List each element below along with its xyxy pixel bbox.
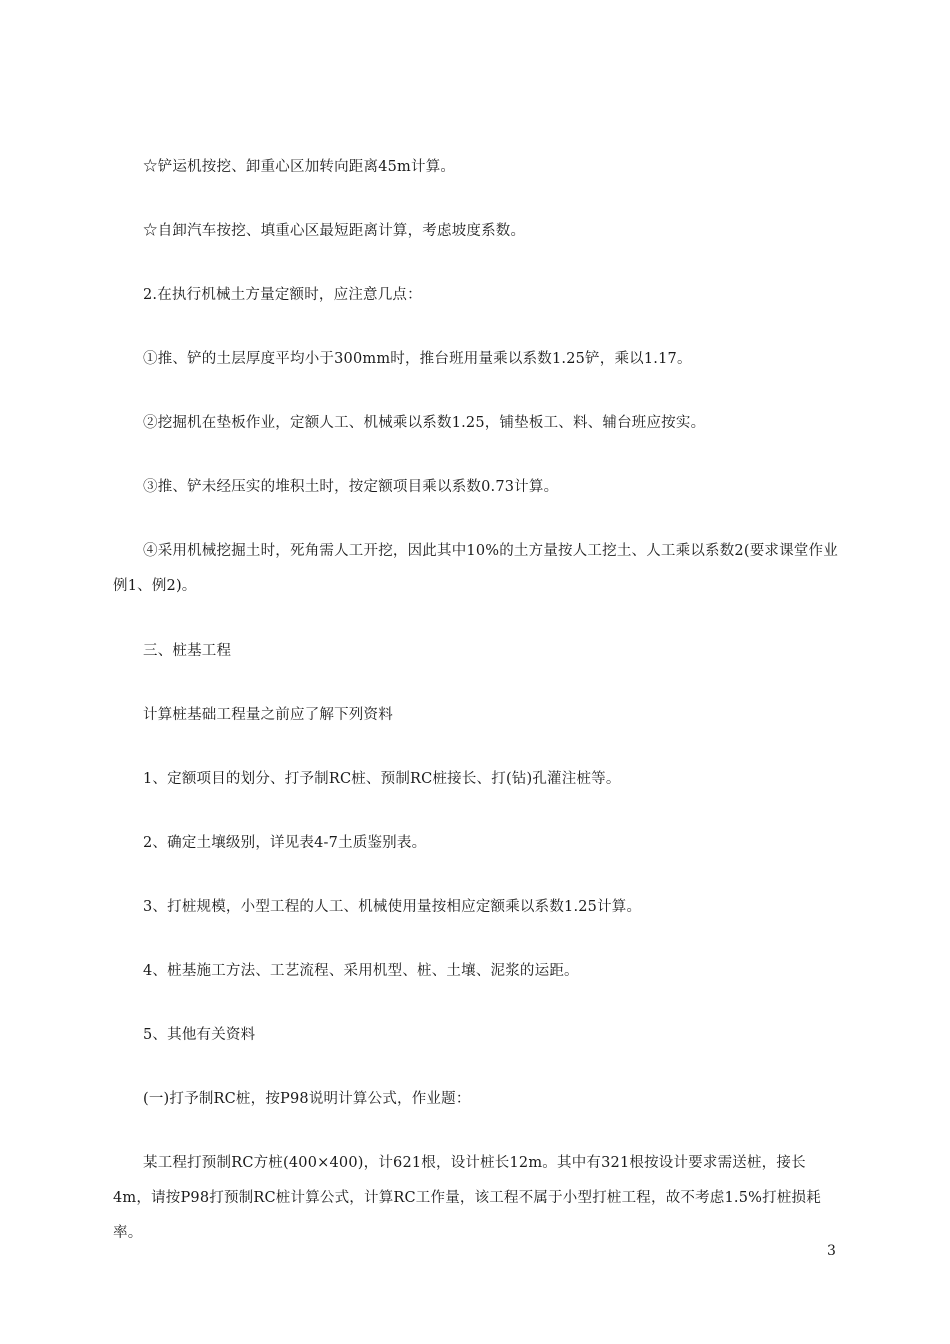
list-item-1: 1、定额项目的划分、打予制RC桩、预制RC桩接长、打(钻)孔灌注桩等。 bbox=[143, 771, 621, 787]
paragraph-note-2: ②挖掘机在垫板作业，定额人工、机械乘以系数1.25，铺垫板工、料、辅台班应按实。 bbox=[143, 415, 706, 431]
paragraph-mechanical-earthwork-notes: 2.在执行机械土方量定额时，应注意几点： bbox=[143, 287, 422, 303]
section-heading-pile-foundation: 三、桩基工程 bbox=[143, 643, 232, 659]
subsection-heading-precast-piles: (一)打予制RC桩，按P98说明计算公式，作业题： bbox=[143, 1091, 471, 1107]
paragraph-dump-truck-distance: ☆自卸汽车按挖、填重心区最短距离计算，考虑坡度系数。 bbox=[143, 223, 526, 239]
paragraph-note-4: ④采用机械挖掘土时，死角需人工开挖，因此其中10%的土方量按人工挖土、人工乘以系数2(要求课堂作业例1、例2)。 bbox=[113, 543, 838, 594]
paragraph-required-info: 计算桩基础工程量之前应了解下列资料 bbox=[143, 707, 393, 723]
paragraph-scraper-distance: ☆铲运机按挖、卸重心区加转向距离45m计算。 bbox=[143, 159, 456, 175]
paragraph-exercise: 某工程打预制RC方桩(400×400)，计621根，设计桩长12m。其中有321根按设计要求需送桩，接长4m，请按P98打预制RC桩计算公式，计算RC工作量，该工程不属于小型打桩工程，故不考虑1.5%打桩损耗率。 bbox=[113, 1155, 821, 1241]
list-item-4: 4、桩基施工方法、工艺流程、采用机型、桩、土壤、泥浆的运距。 bbox=[143, 963, 579, 979]
paragraph-note-1: ①推、铲的土层厚度平均小于300mm时，推台班用量乘以系数1.25铲，乘以1.17。 bbox=[143, 351, 692, 367]
list-item-2: 2、确定土壤级别，详见表4-7土质鉴别表。 bbox=[143, 835, 427, 851]
list-item-3: 3、打桩规模，小型工程的人工、机械使用量按相应定额乘以系数1.25计算。 bbox=[143, 899, 642, 915]
page-number: 3 bbox=[827, 1243, 836, 1259]
list-item-5: 5、其他有关资料 bbox=[143, 1027, 256, 1043]
paragraph-note-3: ③推、铲未经压实的堆积土时，按定额项目乘以系数0.73计算。 bbox=[143, 479, 559, 495]
